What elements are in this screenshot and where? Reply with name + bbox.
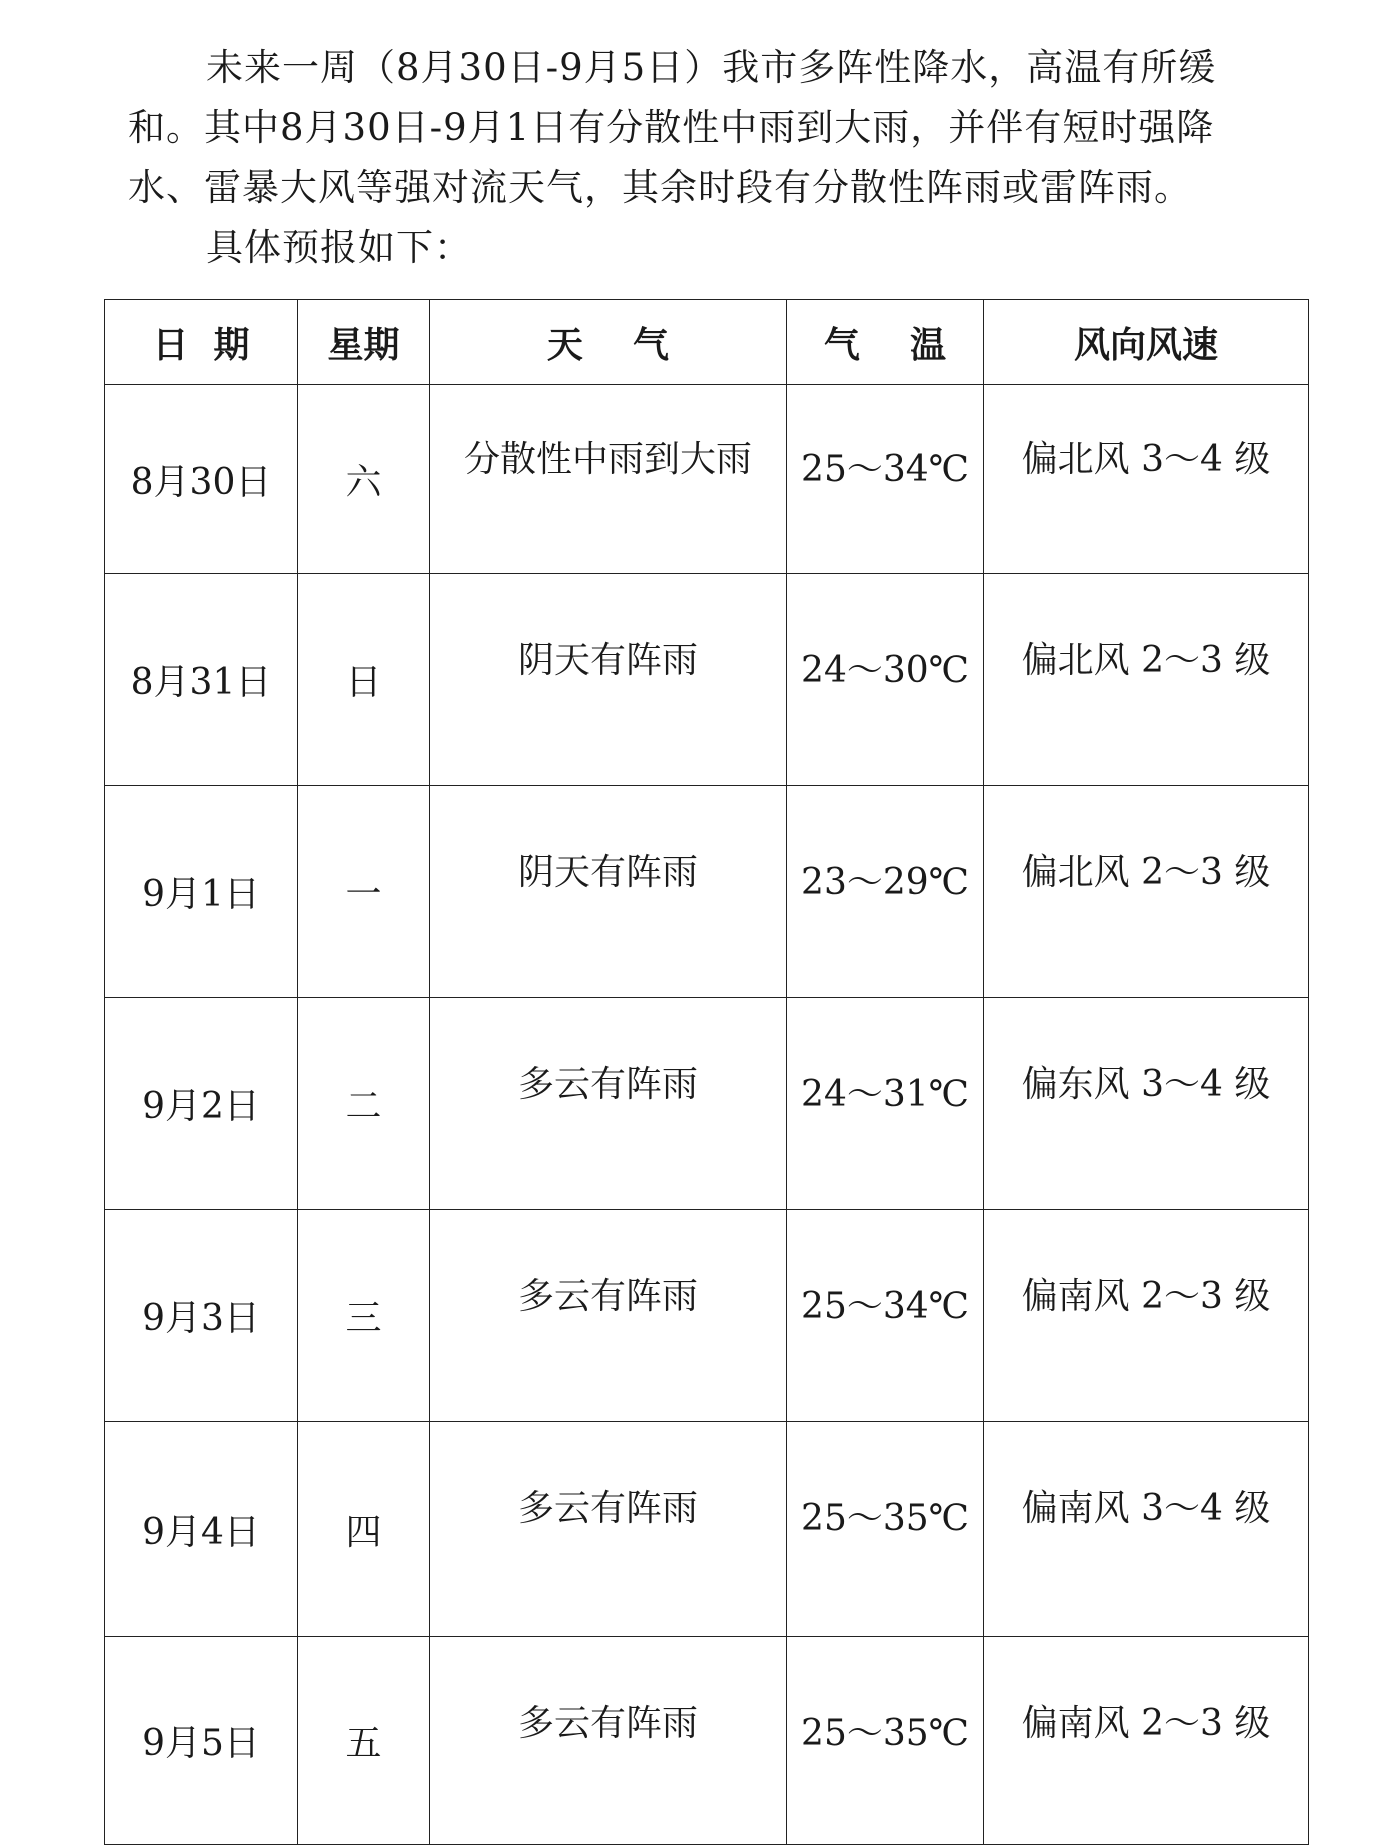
cell-temperature: 25～34℃ [787,385,984,574]
header-weekday: 星期 [298,300,430,385]
table-row [105,385,1309,574]
cell-weather: 分散性中雨到大雨 [430,385,787,574]
cell-wind: 偏南风 2～3 级 [984,1210,1309,1422]
table-header-row [105,300,1309,385]
cell-wind: 偏北风 2～3 级 [984,574,1309,786]
cell-weather: 阴天有阵雨 [430,786,787,998]
cell-wind: 偏东风 3～4 级 [984,998,1309,1210]
cell-weather: 多云有阵雨 [430,1210,787,1422]
cell-date: 9月1日 [105,786,298,998]
cell-date: 9月5日 [105,1637,298,1845]
table-row [105,1422,1309,1637]
cell-date: 9月3日 [105,1210,298,1422]
cell-date: 9月2日 [105,998,298,1210]
cell-weekday: 三 [298,1210,430,1422]
cell-weather: 阴天有阵雨 [430,574,787,786]
cell-weather: 多云有阵雨 [430,1637,787,1845]
cell-wind: 偏北风 2～3 级 [984,786,1309,998]
cell-weekday: 五 [298,1637,430,1845]
cell-temperature: 23～29℃ [787,786,984,998]
cell-date: 8月30日 [105,385,298,574]
cell-weekday: 六 [298,385,430,574]
header-temperature: 气 温 [787,300,984,385]
cell-weather: 多云有阵雨 [430,998,787,1210]
cell-wind: 偏南风 3～4 级 [984,1422,1309,1637]
cell-temperature: 25～34℃ [787,1210,984,1422]
cell-temperature: 25～35℃ [787,1637,984,1845]
table-row [105,574,1309,786]
cell-weekday: 日 [298,574,430,786]
table-row [105,786,1309,998]
cell-weekday: 四 [298,1422,430,1637]
weather-forecast-table [104,299,1309,1845]
cell-date: 9月4日 [105,1422,298,1637]
header-weather: 天 气 [430,300,787,385]
cell-temperature: 25～35℃ [787,1422,984,1637]
intro-paragraph: 未来一周（8月30日-9月5日）我市多阵性降水，高温有所缓和。其中8月30日-9月1日有分散性中雨到大雨，并伴有短时强降水、雷暴大风等强对流天气，其余时段有分散性阵雨或雷阵雨。 [128,46,1217,209]
cell-wind: 偏南风 2～3 级 [984,1637,1309,1845]
table-row [105,1637,1309,1845]
cell-temperature: 24～30℃ [787,574,984,786]
cell-weather: 多云有阵雨 [430,1422,787,1637]
table-row [105,1210,1309,1422]
cell-weekday: 一 [298,786,430,998]
forecast-lead-in: 具体预报如下： [206,226,472,269]
table-row [105,998,1309,1210]
cell-wind: 偏北风 3～4 级 [984,385,1309,574]
cell-temperature: 24～31℃ [787,998,984,1210]
cell-weekday: 二 [298,998,430,1210]
cell-date: 8月31日 [105,574,298,786]
header-wind: 风向风速 [984,300,1309,385]
header-date: 日 期 [105,300,298,385]
